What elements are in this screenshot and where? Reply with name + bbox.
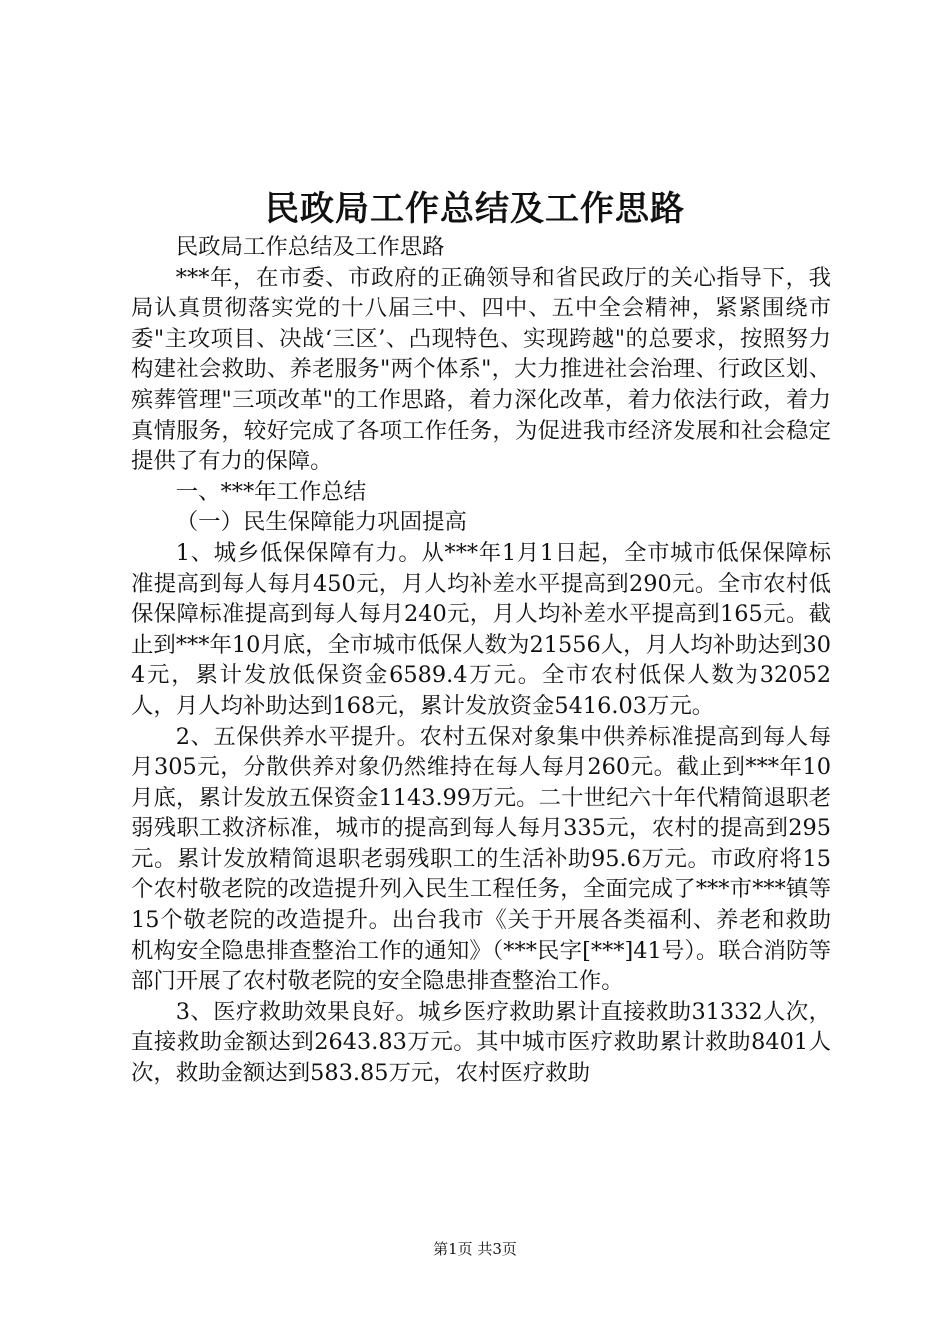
- document-body: [131, 232, 831, 1089]
- paragraph-item-2: 2、五保供养水平提升。农村五保对象集中供养标准提高到每人每月305元，分散供养对象仍然维持在每人每月260元。截止到***年10月底，累计发放五保资金1143.99万元。二十世纪六十年代精简退职老弱残职工救济标准，城市的提高到每人每月335元，农村的提高到295元。累计发放精简退职老弱残职工的生活补助95.6万元。市政府将15个农村敬老院的改造提升列入民生工程任务，全面完成了***市***镇等15个敬老院的改造提升。出台我市《关于开展各类福利、养老和救助机构安全隐患排查整治工作的通知》（***民字[***]41号）。联合消防等部门开展了农村敬老院的安全隐患排查整治工作。: [131, 723, 831, 995]
- section-heading: 一、***年工作总结: [175, 478, 367, 505]
- paragraph-intro: ***年，在市委、市政府的正确领导和省民政厅的关心指导下，我局认真贯彻落实党的十八届三中、四中、五中全会精神，紧紧围绕市委"主攻项目、决战‘三区’、凸现特色、实现跨越"的总要求，按照努力构建社会救助、养老服务"两个体系"，大力推进社会治理、行政区划、殡葬管理"三项改革"的工作思路，着力深化改革，着力依法行政，着力真情服务，较好完成了各项工作任务，为促进我市经济发展和社会稳定提供了有力的保障。: [131, 264, 831, 475]
- paragraph-item-3: 3、医疗救助效果良好。城乡医疗救助累计直接救助31332人次，直接救助金额达到2643.83万元。其中城市医疗救助累计救助8401人次，救助金额达到583.85万元，农村医疗救助: [131, 998, 831, 1087]
- subsection-heading: （一）民生保障能力巩固提高: [175, 509, 467, 536]
- paragraph-item-1: 1、城乡低保保障有力。从***年1月1日起，全市城市低保保障标准提高到每人每月450元，月人均补差水平提高到290元。全市农村低保保障标准提高到每人每月240元，月人均补差水平提高到165元。截止到***年10月底，全市城市低保人数为21556人，月人均补助达到304元，累计发放低保资金6589.4万元。全市农村低保人数为32052人，月人均补助达到168元，累计发放资金5416.03万元。: [131, 539, 831, 719]
- page-number-footer: 第1页 共3页: [433, 1240, 517, 1258]
- paragraph-subtitle: 民政局工作总结及工作思路: [175, 234, 445, 260]
- document-title: 民政局工作总结及工作思路: [265, 189, 685, 229]
